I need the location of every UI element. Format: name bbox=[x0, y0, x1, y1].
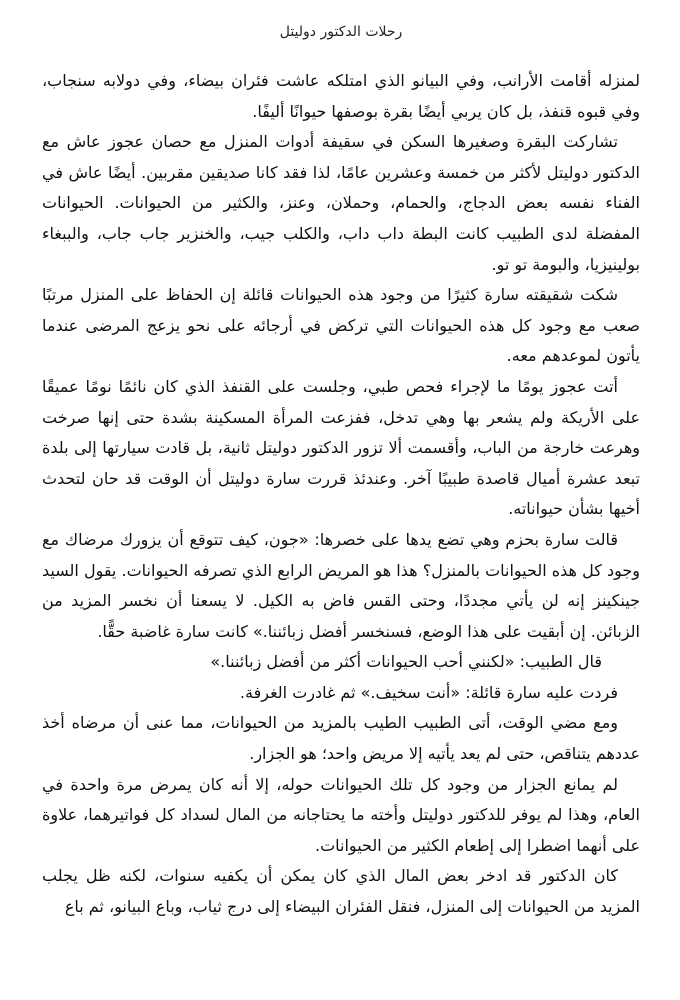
paragraph-sarah-reply: فردت عليه سارة قائلة: «أنت سخيف.» ثم غادرت الغرفة. bbox=[239, 682, 618, 702]
paragraph-continuation: لمنزله أقامت الأرانب، وفي البيانو الذي امتلكه عاشت فئران بيضاء، وفي دولابه سنجاب، وفي قبوه قنفذ، بل كان يربي أيضًا بقرة بوصفها حيوانًا أليفًا. bbox=[42, 71, 640, 121]
paragraph-fewer-patients: ومع مضي الوقت، أتى الطبيب الطيب بالمزيد من الحيوانات، مما عنى أن مرضاه أخذ عددهم يتناقص، حتى لم يعد يأتيه إلا مريض واحد؛ هو الجزار. bbox=[42, 713, 640, 764]
paragraph-sarah-complains: شكت شقيقته سارة كثيرًا من وجود هذه الحيوانات قائلة إن الحفاظ على المنزل مرتبًا صعب مع وجود كل هذه الحيوانات التي تركض في أرجائه على نحو يزعج المرضى عندما يأتون لموعدهم معه. bbox=[42, 285, 640, 366]
paragraph-barn: تشاركت البقرة وصغيرها السكن في سقيفة أدوات المنزل مع حصان عجوز عاش مع الدكتور دوليتل لأكثر من خمسة وعشرين عامًا، لذا فقد كانا صديقين مقربين. أيضًا عاش في الفناء نفسه بعض الدجاج، والحمام، وحملان، وعنز، والكثير من الحيوانات. الحيوانات المفضلة لدى الطبيب كانت البطة داب داب، والكلب جيب، والخنزير جاب جاب، والببغاء بولينيزيا، والبومة تو تو. bbox=[42, 132, 640, 274]
paragraph-savings: كان الدكتور قد ادخر بعض المال الذي كان يمكن أن يكفيه سنوات، لكنه ظل يجلب المزيد من الحيوانات إلى المنزل، فنقل الفئران البيضاء إلى درج ثياب، وباع البيانو، ثم باع bbox=[42, 866, 640, 917]
body-text bbox=[42, 66, 640, 923]
paragraph-old-lady: أتت عجوز يومًا ما لإجراء فحص طبي، وجلست على القنفذ الذي كان نائمًا نومًا عميقًا على الأريكة ولم يشعر بها وهي تدخل، ففزعت المرأة المسكينة بشدة حتى إنها صرخت وهرعت خارجة من الباب، وأقسمت ألا تزور الدكتور دوليتل ثانية، بل قادت سيارتها إلى بلدة تبعد عشرة أميال قاصدة طبيبًا آخر. وعندئذ قررت سارة دوليتل أن الوقت قد حان لتحدث أخيها بشأن حيواناته. bbox=[42, 376, 640, 519]
paragraph-butcher: لم يمانع الجزار من وجود كل تلك الحيوانات حوله، إلا أنه كان يمرض مرة واحدة في العام، وهذا لم يوفر للدكتور دوليتل وأخته ما يحتاجانه من المال لسداد كل فواتيرهما، علاوة على أنهما اضطرا إلى إطعام الكثير من الحيوانات. bbox=[42, 774, 640, 855]
running-header: رحلات الدكتور دوليتل bbox=[279, 24, 403, 40]
paragraph-doctor-reply: قال الطبيب: «لكنني أحب الحيوانات أكثر من أفضل زبائننا.» bbox=[210, 652, 602, 672]
paragraph-sarah-speech: قالت سارة بحزم وهي تضع يدها على خصرها: «جون، كيف تتوقع أن يزورك مرضاك مع وجود كل هذه الحيوانات بالمنزل؟ هذا هو المريض الرابع الذي تصرفه الحيوانات. يقول السيد جينكينز إنه لن يأتي مجددًا، وحتى القس فاض به الكيل. لا يسعنا أن نخسر المزيد من الزبائن. إن أبقيت على هذا الوضع، فسنخسر أفضل زبائننا.» كانت سارة غاضبة حقًّا. bbox=[42, 529, 640, 641]
